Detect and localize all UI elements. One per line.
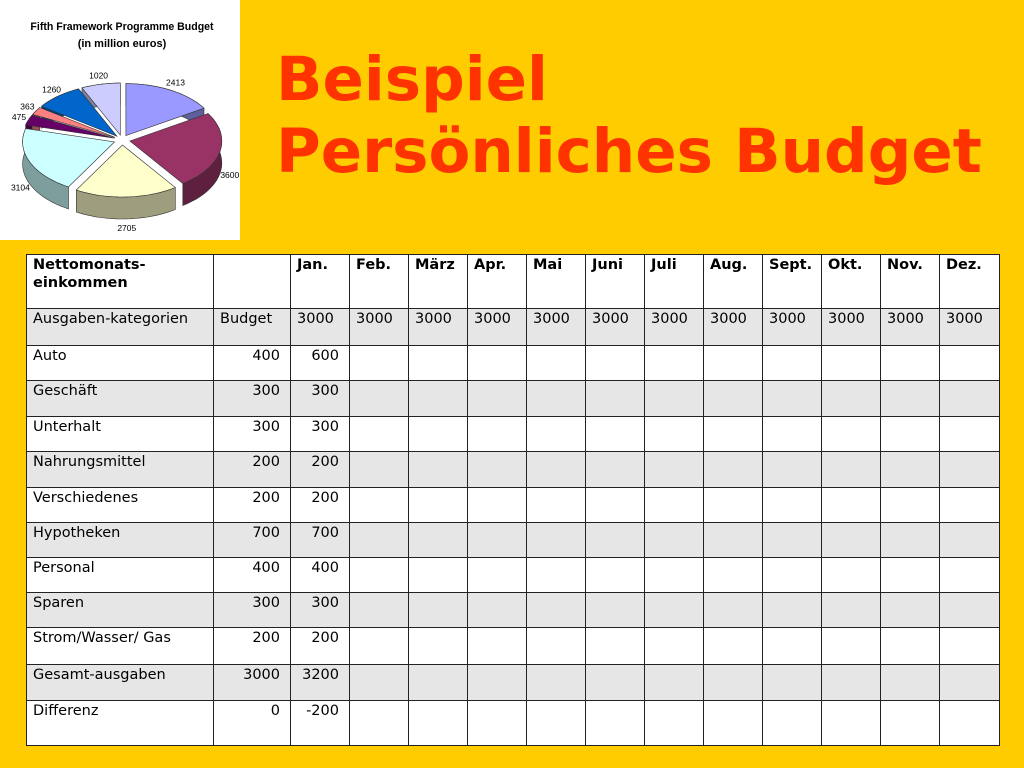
empty-cell (704, 346, 763, 381)
row-jan: 300 (291, 381, 350, 417)
row-label: Unterhalt (27, 417, 214, 452)
income-value: 3000 (881, 309, 940, 346)
empty-cell (350, 558, 409, 593)
empty-cell (350, 628, 409, 665)
empty-cell (763, 346, 822, 381)
header-label: Nettomonats-einkommen (27, 255, 214, 309)
empty-cell (645, 488, 704, 523)
empty-cell (645, 701, 704, 746)
header-month: Nov. (881, 255, 940, 309)
row-budget: 200 (214, 452, 291, 488)
row-label: Sparen (27, 593, 214, 628)
empty-cell (881, 381, 940, 417)
empty-cell (468, 452, 527, 488)
empty-cell (822, 452, 881, 488)
row-budget: 0 (214, 701, 291, 746)
header-month: Feb. (350, 255, 409, 309)
row-jan: 300 (291, 593, 350, 628)
empty-cell (881, 346, 940, 381)
row-label: Gesamt-ausgaben (27, 665, 214, 701)
empty-cell (409, 665, 468, 701)
table-row (27, 701, 1000, 746)
row-budget: 300 (214, 417, 291, 452)
empty-cell (704, 417, 763, 452)
slide-title (276, 44, 982, 188)
empty-cell (645, 346, 704, 381)
empty-cell (586, 346, 645, 381)
empty-cell (940, 523, 1000, 558)
empty-cell (881, 488, 940, 523)
row-label: Auto (27, 346, 214, 381)
income-value: 3000 (586, 309, 645, 346)
empty-cell (586, 593, 645, 628)
income-value: 3000 (940, 309, 1000, 346)
pie-slice-label: 1260 (42, 84, 62, 95)
pie-slice-label: 363 (20, 101, 35, 112)
pie-slice-label: 475 (11, 111, 27, 122)
empty-cell (704, 628, 763, 665)
header-row (27, 255, 1000, 309)
empty-cell (409, 701, 468, 746)
empty-cell (645, 558, 704, 593)
empty-cell (586, 701, 645, 746)
empty-cell (527, 452, 586, 488)
empty-cell (468, 346, 527, 381)
income-value: 3000 (468, 309, 527, 346)
table-row (27, 558, 1000, 593)
empty-cell (822, 701, 881, 746)
header-month: Apr. (468, 255, 527, 309)
empty-cell (881, 452, 940, 488)
header-month: Sept. (763, 255, 822, 309)
empty-cell (763, 381, 822, 417)
empty-cell (822, 381, 881, 417)
empty-cell (468, 593, 527, 628)
empty-cell (527, 417, 586, 452)
empty-cell (409, 488, 468, 523)
header-month: März (409, 255, 468, 309)
income-value: 3000 (822, 309, 881, 346)
row-label: Differenz (27, 701, 214, 746)
empty-cell (586, 417, 645, 452)
empty-cell (763, 558, 822, 593)
empty-cell (940, 628, 1000, 665)
empty-cell (409, 417, 468, 452)
pie-chart (0, 0, 240, 240)
empty-cell (940, 381, 1000, 417)
empty-cell (409, 628, 468, 665)
empty-cell (881, 593, 940, 628)
empty-cell (822, 558, 881, 593)
empty-cell (350, 523, 409, 558)
row-jan: 3200 (291, 665, 350, 701)
empty-cell (350, 452, 409, 488)
table-row (27, 593, 1000, 628)
empty-cell (527, 701, 586, 746)
table-row (27, 417, 1000, 452)
pie-slice-label: 2705 (117, 222, 137, 233)
empty-cell (527, 628, 586, 665)
empty-cell (586, 488, 645, 523)
empty-cell (940, 558, 1000, 593)
table-row (27, 628, 1000, 665)
empty-cell (409, 381, 468, 417)
empty-cell (645, 381, 704, 417)
header-month: Juni (586, 255, 645, 309)
row-budget: 700 (214, 523, 291, 558)
empty-cell (763, 452, 822, 488)
empty-cell (704, 523, 763, 558)
row-budget: 400 (214, 558, 291, 593)
empty-cell (586, 523, 645, 558)
income-value: 3000 (409, 309, 468, 346)
empty-cell (940, 593, 1000, 628)
empty-cell (940, 452, 1000, 488)
empty-cell (350, 381, 409, 417)
income-value: 3000 (527, 309, 586, 346)
empty-cell (704, 381, 763, 417)
empty-cell (645, 452, 704, 488)
empty-cell (881, 558, 940, 593)
row-budget: 400 (214, 346, 291, 381)
empty-cell (586, 452, 645, 488)
income-value: 3000 (763, 309, 822, 346)
slide-title-line1: Beispiel (276, 44, 548, 115)
empty-cell (822, 628, 881, 665)
header-month: Aug. (704, 255, 763, 309)
empty-cell (527, 558, 586, 593)
empty-cell (704, 593, 763, 628)
row-jan: 200 (291, 488, 350, 523)
pie-slice-label: 3104 (10, 182, 30, 193)
income-value: 3000 (350, 309, 409, 346)
empty-cell (586, 665, 645, 701)
empty-cell (468, 701, 527, 746)
empty-cell (940, 346, 1000, 381)
row-label: Nahrungsmittel (27, 452, 214, 488)
empty-cell (350, 417, 409, 452)
empty-cell (586, 381, 645, 417)
empty-cell (940, 701, 1000, 746)
income-budget: Budget (214, 309, 291, 346)
empty-cell (645, 665, 704, 701)
table-row (27, 346, 1000, 381)
empty-cell (940, 417, 1000, 452)
row-label: Strom/Wasser/ Gas (27, 628, 214, 665)
empty-cell (586, 628, 645, 665)
empty-cell (468, 488, 527, 523)
row-label: Hypotheken (27, 523, 214, 558)
empty-cell (704, 488, 763, 523)
chart-subtitle: (in million euros) (77, 38, 167, 50)
empty-cell (763, 665, 822, 701)
empty-cell (881, 417, 940, 452)
empty-cell (822, 665, 881, 701)
row-jan: 200 (291, 628, 350, 665)
empty-cell (822, 417, 881, 452)
empty-cell (527, 488, 586, 523)
empty-cell (940, 665, 1000, 701)
income-value: 3000 (291, 309, 350, 346)
row-label: Verschiedenes (27, 488, 214, 523)
empty-cell (409, 452, 468, 488)
empty-cell (586, 558, 645, 593)
empty-cell (468, 558, 527, 593)
income-value: 3000 (645, 309, 704, 346)
header-month: Jan. (291, 255, 350, 309)
row-jan: 300 (291, 417, 350, 452)
row-budget: 300 (214, 381, 291, 417)
empty-cell (763, 701, 822, 746)
empty-cell (881, 665, 940, 701)
empty-cell (822, 488, 881, 523)
empty-cell (350, 593, 409, 628)
empty-cell (468, 417, 527, 452)
chart-title: Fifth Framework Programme Budget (30, 20, 214, 34)
empty-cell (881, 701, 940, 746)
empty-cell (409, 558, 468, 593)
empty-cell (763, 417, 822, 452)
empty-cell (940, 488, 1000, 523)
empty-cell (645, 593, 704, 628)
budget-table (26, 254, 1000, 746)
row-label: Personal (27, 558, 214, 593)
empty-cell (468, 665, 527, 701)
row-jan: -200 (291, 701, 350, 746)
empty-cell (704, 558, 763, 593)
row-jan: 600 (291, 346, 350, 381)
table-row (27, 381, 1000, 417)
header-month: Mai (527, 255, 586, 309)
empty-cell (763, 593, 822, 628)
row-budget: 200 (214, 488, 291, 523)
empty-cell (468, 628, 527, 665)
empty-cell (409, 523, 468, 558)
slide-title-line2: Persönliches Budget (276, 116, 982, 187)
row-jan: 400 (291, 558, 350, 593)
row-budget: 200 (214, 628, 291, 665)
empty-cell (350, 346, 409, 381)
table-row (27, 452, 1000, 488)
empty-cell (527, 665, 586, 701)
empty-cell (468, 523, 527, 558)
income-label: Ausgaben-kategorien (27, 309, 214, 346)
empty-cell (881, 628, 940, 665)
pie-slice-label: 2413 (166, 77, 185, 88)
empty-cell (350, 665, 409, 701)
row-budget: 3000 (214, 665, 291, 701)
empty-cell (350, 701, 409, 746)
table-row (27, 523, 1000, 558)
empty-cell (763, 628, 822, 665)
row-budget: 300 (214, 593, 291, 628)
empty-cell (822, 523, 881, 558)
empty-cell (527, 523, 586, 558)
row-label: Geschäft (27, 381, 214, 417)
pie-slice-label: 3600 (220, 170, 240, 181)
empty-cell (409, 593, 468, 628)
table-row (27, 488, 1000, 523)
empty-cell (645, 628, 704, 665)
header-month: Okt. (822, 255, 881, 309)
empty-cell (527, 593, 586, 628)
header-budget (214, 255, 291, 309)
row-jan: 700 (291, 523, 350, 558)
empty-cell (822, 346, 881, 381)
income-row (27, 309, 1000, 346)
empty-cell (704, 665, 763, 701)
empty-cell (527, 381, 586, 417)
pie-chart-svg (0, 0, 240, 240)
table-row (27, 665, 1000, 701)
empty-cell (763, 488, 822, 523)
empty-cell (468, 381, 527, 417)
empty-cell (350, 488, 409, 523)
row-jan: 200 (291, 452, 350, 488)
empty-cell (763, 523, 822, 558)
header-month: Juli (645, 255, 704, 309)
empty-cell (881, 523, 940, 558)
empty-cell (822, 593, 881, 628)
pie-slice-label: 1020 (89, 70, 109, 81)
header-month: Dez. (940, 255, 1000, 309)
empty-cell (645, 523, 704, 558)
income-value: 3000 (704, 309, 763, 346)
empty-cell (645, 417, 704, 452)
empty-cell (704, 701, 763, 746)
empty-cell (704, 452, 763, 488)
empty-cell (409, 346, 468, 381)
empty-cell (527, 346, 586, 381)
